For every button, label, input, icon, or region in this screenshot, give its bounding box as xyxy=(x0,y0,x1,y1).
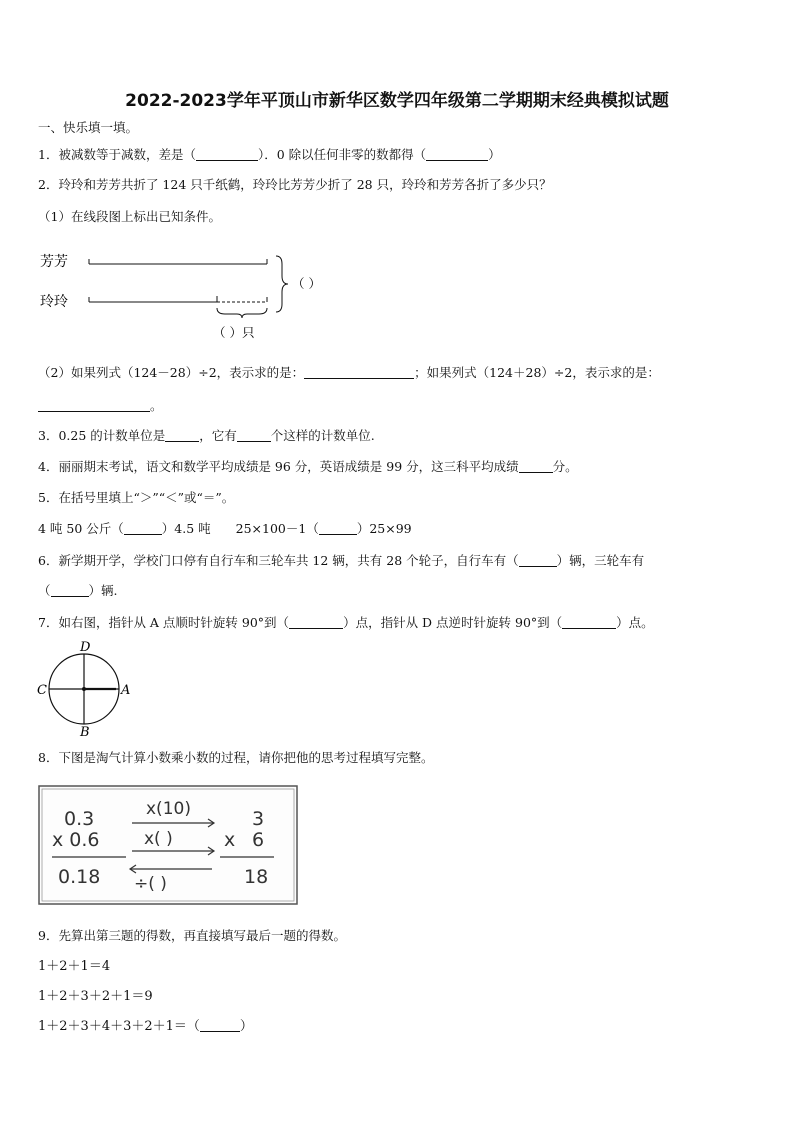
brace-difference-label: （ ）只 xyxy=(213,325,255,340)
product-18: 18 xyxy=(244,866,269,888)
point-label-a: A xyxy=(121,683,131,698)
brace-total-label: （ ） xyxy=(292,276,321,291)
answer-blank[interactable] xyxy=(519,460,553,473)
question-5-stem: 5．在括号里填上“＞”“＜”或“＝”。 xyxy=(38,490,235,505)
factor-3: 3 xyxy=(252,808,265,830)
question-6-cont: （ ）辆. xyxy=(38,583,118,598)
point-label-b: B xyxy=(80,725,90,740)
equation-1: 1＋2＋1＝4 xyxy=(38,959,111,974)
question-2-part-1: （1）在线段图上标出已知条件。 xyxy=(38,209,221,224)
equation-2: 1＋2＋3＋2＋1＝9 xyxy=(38,989,153,1004)
equation-3: 1＋2＋3＋4＋3＋2＋1＝（ ） xyxy=(38,1019,253,1034)
answer-blank[interactable] xyxy=(237,429,271,442)
question-5-items: 4 吨 50 公斤（ ）4.5 吨 25×100－1（ ）25×99 xyxy=(38,521,412,536)
line-segment-diagram xyxy=(30,246,370,346)
answer-blank[interactable] xyxy=(289,616,343,629)
clock-dial-diagram xyxy=(32,638,142,740)
times-sign: x xyxy=(224,829,236,851)
factor-0-3: 0.3 xyxy=(64,808,95,830)
answer-blank[interactable] xyxy=(200,1019,240,1032)
decimal-multiplication-diagram xyxy=(34,780,302,910)
question-2-part-2: （2）如果列式（124－28）÷2，表示求的是： ；如果列式（124＋28）÷2，表示求的是： xyxy=(38,365,660,380)
point-label-d: D xyxy=(80,640,91,655)
label-fangfang: 芳芳 xyxy=(40,254,68,270)
question-6: 6．新学期开学，学校门口停有自行车和三轮车共 12 辆，共有 28 个轮子，自行车有（ ）辆，三轮车有 xyxy=(38,553,645,568)
op-times-10: x(10) xyxy=(146,799,191,819)
factor-6: 6 xyxy=(252,829,265,851)
product-0-18: 0.18 xyxy=(58,866,101,888)
answer-blank[interactable] xyxy=(304,366,414,379)
answer-blank[interactable] xyxy=(51,584,89,597)
question-2-part-2-cont: 。 xyxy=(38,398,163,414)
pivot-dot xyxy=(82,687,86,691)
question-8-stem: 8．下图是淘气计算小数乘小数的过程，请你把他的思考过程填写完整。 xyxy=(38,750,434,765)
answer-blank[interactable] xyxy=(426,148,488,161)
section-heading: 一、快乐填一填。 xyxy=(38,120,139,135)
answer-blank[interactable] xyxy=(196,148,258,161)
answer-blank[interactable] xyxy=(165,429,199,442)
question-1: 1．被减数等于减数，差是（ ）．0 除以任何非零的数都得（ ） xyxy=(38,147,501,162)
question-7: 7．如右图，指针从 A 点顺时针旋转 90°到（ ）点，指针从 D 点逆时针旋转 90°到（ ）点。 xyxy=(38,615,654,630)
question-4: 4．丽丽期末考试，语文和数学平均成绩是 96 分，英语成绩是 99 分，这三科平均成绩 分。 xyxy=(38,459,578,474)
op-times-blank: x( ) xyxy=(144,829,173,849)
question-3: 3．0.25 的计数单位是 ，它有 个这样的计数单位. xyxy=(38,428,375,443)
right-brace xyxy=(276,256,288,312)
answer-blank[interactable] xyxy=(38,399,150,412)
point-label-c: C xyxy=(37,683,47,698)
question-9-stem: 9．先算出第三题的得数，再直接填写最后一题的得数。 xyxy=(38,928,346,943)
answer-blank[interactable] xyxy=(562,616,616,629)
answer-blank[interactable] xyxy=(519,554,557,567)
op-divide-blank: ÷( ) xyxy=(134,874,167,894)
question-2-stem: 2．玲玲和芳芳共折了 124 只千纸鹤，玲玲比芳芳少折了 28 只，玲玲和芳芳各折了多少只？ xyxy=(38,177,552,192)
answer-blank[interactable] xyxy=(124,522,162,535)
factor-0-6: x 0.6 xyxy=(52,829,100,851)
page-title: 2022-2023学年平顶山市新华区数学四年级第二学期期末经典模拟试题 xyxy=(125,91,669,111)
bottom-brace xyxy=(217,308,267,318)
label-lingling: 玲玲 xyxy=(40,294,68,310)
answer-blank[interactable] xyxy=(319,522,357,535)
